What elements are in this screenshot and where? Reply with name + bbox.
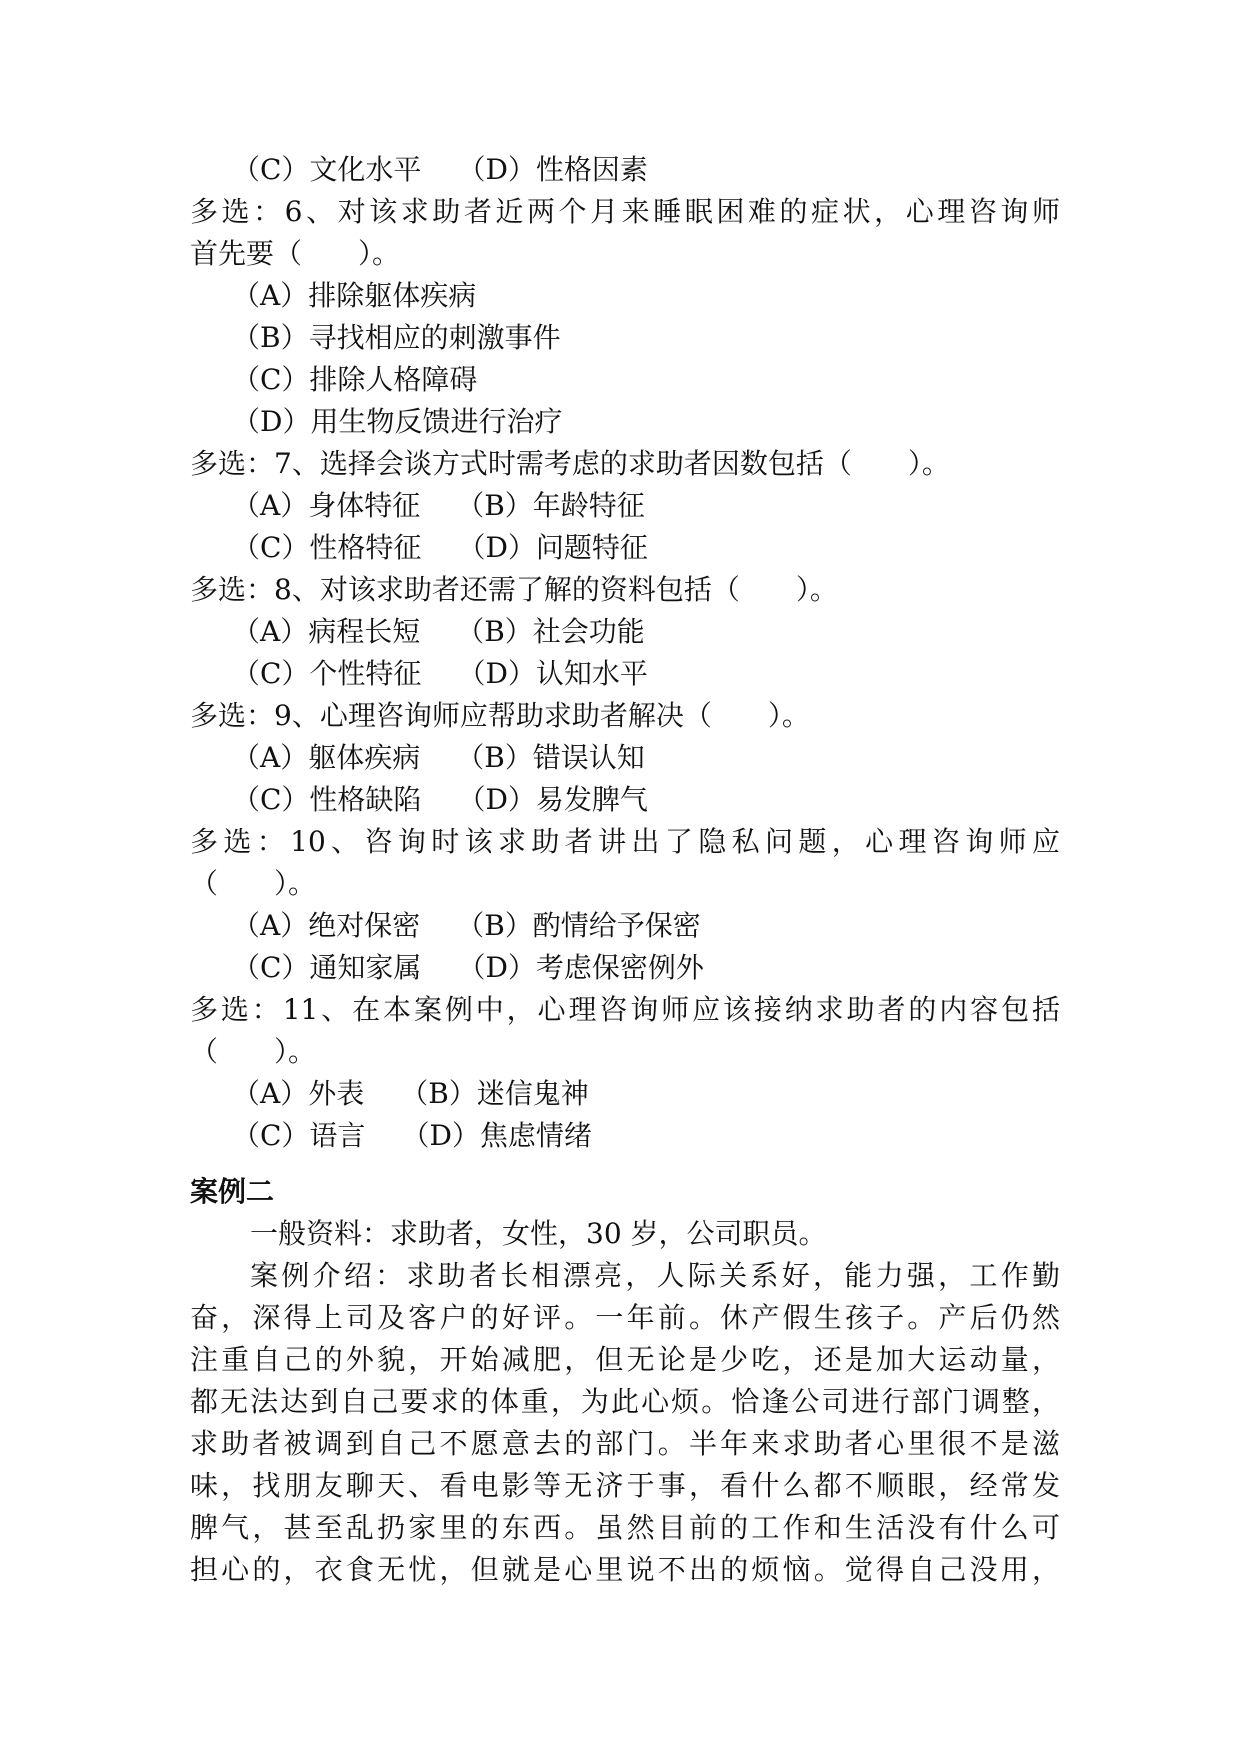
case2-intro-line: 奋，深得上司及客户的好评。一年前。休产假生孩子。产后仍然	[190, 1301, 1060, 1334]
case2-intro-line: 都无法达到自己要求的体重，为此心烦。恰逢公司进行部门调整，	[190, 1385, 1060, 1418]
q10-option-d: （D）考虑保密例外	[457, 951, 704, 984]
q10-options-ab	[232, 906, 1102, 946]
case2-intro-line: 求助者被调到自己不愿意去的部门。半年来求助者心里很不是滋	[190, 1427, 1060, 1460]
case2-general-info: 一般资料：求助者，女性，30 岁，公司职员。	[250, 1217, 827, 1250]
q11-stem-line2: （ ）。	[190, 1035, 317, 1068]
q11-options-ab	[232, 1074, 1102, 1114]
q11-option-c: （C）语言	[232, 1119, 366, 1152]
q10-option-b: （B）酌情给予保密	[456, 909, 701, 942]
q9-option-d: （D）易发脾气	[457, 783, 648, 816]
q8-stem: 多选：8、对该求助者还需了解的资料包括（ ）。	[190, 573, 838, 606]
q11-option-b: （B）迷信鬼神	[400, 1077, 589, 1110]
q5-option-d: （D）性格因素	[457, 153, 648, 186]
q10-option-a: （A）绝对保密	[232, 909, 421, 942]
case2-intro-line: 味，找朋友聊天、看电影等无济于事，看什么都不顺眼，经常发	[190, 1469, 1060, 1502]
q11-option-d: （D）焦虑情绪	[401, 1119, 592, 1152]
q11-options-cd	[232, 1116, 1102, 1156]
q8-option-d: （D）认知水平	[457, 657, 648, 690]
q11-stem-line1: 多选：11、在本案例中，心理咨询师应该接纳求助者的内容包括	[190, 993, 1060, 1026]
q7-options-cd	[232, 528, 1102, 568]
q10-options-cd	[232, 948, 1102, 988]
q8-options-cd	[232, 654, 1102, 694]
q7-option-d: （D）问题特征	[457, 531, 648, 564]
q8-option-b: （B）社会功能	[456, 615, 645, 648]
q8-option-a: （A）病程长短	[232, 615, 421, 648]
q7-option-a: （A）身体特征	[232, 489, 421, 522]
q6-stem-line2: 首先要（ ）。	[190, 237, 401, 270]
q9-options-cd	[232, 780, 1102, 820]
q6-stem-line1: 多选：6、对该求助者近两个月来睡眠困难的症状，心理咨询师	[190, 195, 1060, 228]
q6-option-c: （C）排除人格障碍	[232, 363, 478, 396]
case2-intro-line: 担心的，衣食无忧，但就是心里说不出的烦恼。觉得自己没用，	[190, 1553, 1060, 1586]
q5-option-c: （C）文化水平	[232, 153, 422, 186]
q7-option-c: （C）性格特征	[232, 531, 422, 564]
case2-heading: 案例二	[190, 1175, 275, 1208]
q9-option-b: （B）错误认知	[456, 741, 645, 774]
q8-option-c: （C）个性特征	[232, 657, 422, 690]
q9-options-ab	[232, 738, 1102, 778]
q7-stem: 多选：7、选择会谈方式时需考虑的求助者因数包括（ ）。	[190, 447, 950, 480]
q7-options-ab	[232, 486, 1102, 526]
q6-option-b: （B）寻找相应的刺激事件	[232, 321, 561, 354]
case2-intro-line: 脾气，甚至乱扔家里的东西。虽然目前的工作和生活没有什么可	[190, 1511, 1060, 1544]
q6-option-d: （D）用生物反馈进行治疗	[232, 405, 563, 438]
q9-stem: 多选：9、心理咨询师应帮助求助者解决（ ）。	[190, 699, 810, 732]
q6-option-a: （A）排除躯体疾病	[232, 279, 477, 312]
q10-option-c: （C）通知家属	[232, 951, 422, 984]
q5-options-cd	[232, 150, 1102, 190]
q10-stem-line1: 多选：10、咨询时该求助者讲出了隐私问题，心理咨询师应	[190, 825, 1060, 858]
q10-stem-line2: （ ）。	[190, 867, 317, 900]
q9-option-a: （A）躯体疾病	[232, 741, 421, 774]
q7-option-b: （B）年龄特征	[456, 489, 645, 522]
case2-intro-line: 注重自己的外貌，开始减肥，但无论是少吃，还是加大运动量，	[190, 1343, 1060, 1376]
q9-option-c: （C）性格缺陷	[232, 783, 422, 816]
case2-intro-line: 案例介绍：求助者长相漂亮，人际关系好，能力强，工作勤	[250, 1259, 1060, 1292]
q8-options-ab	[232, 612, 1102, 652]
q11-option-a: （A）外表	[232, 1077, 365, 1110]
